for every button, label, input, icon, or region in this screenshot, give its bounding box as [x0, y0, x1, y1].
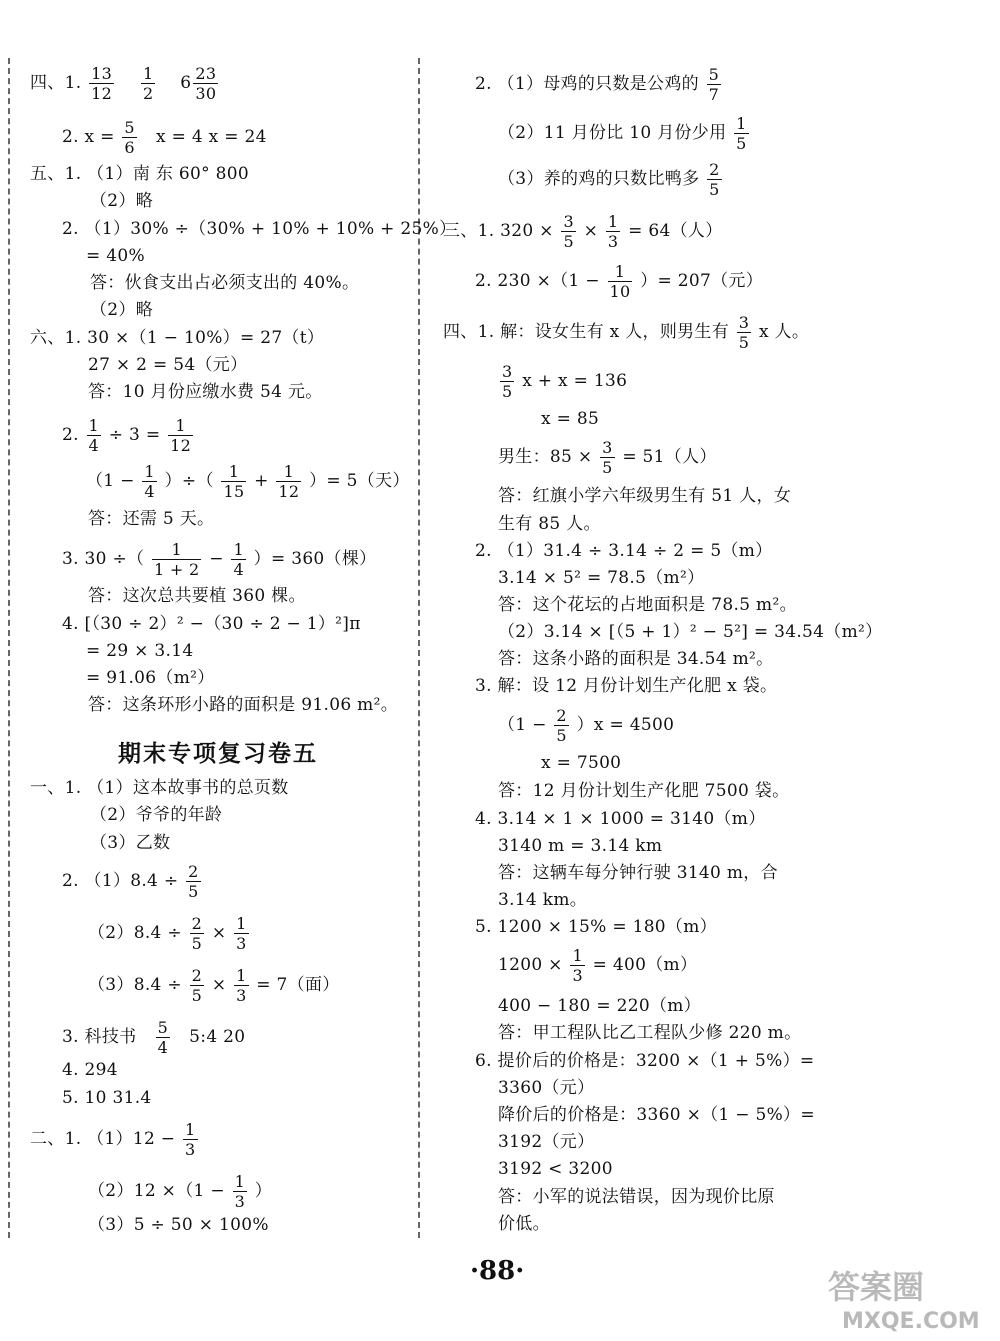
fraction [190, 966, 204, 1005]
answer-a2-3 [498, 160, 724, 199]
answer-r1-4: 4. 294 [62, 1060, 118, 1080]
answer-c4-2a: 2. （1）31.4 ÷ 3.14 ÷ 2 = 5（m） [475, 541, 773, 561]
page-number: ·88· [470, 1256, 525, 1286]
answer-r1-1b: （2）爷爷的年龄 [90, 805, 223, 825]
answer-6-4c: = 91.06（m²） [86, 668, 215, 688]
fraction-numerator: 1 [283, 462, 295, 481]
fraction-numerator: 3 [602, 438, 613, 457]
answer-c4-6d: 3192（元） [498, 1132, 595, 1152]
fraction-denominator: 3 [236, 934, 247, 953]
answer-c4-4c: 答：这辆车每分钟行驶 3140 m，合 [498, 863, 778, 883]
fraction-numerator: 1 [607, 212, 619, 231]
answer-r1-1c: （3）乙数 [90, 833, 171, 853]
fraction-numerator: 2 [191, 966, 203, 985]
answer-4-1 [30, 64, 220, 103]
fraction-denominator: 6 [124, 138, 135, 157]
text-segment: = 64（人） [628, 221, 723, 241]
text-segment: 2. （1）母鸡的只数是公鸡的 [475, 74, 699, 94]
answer-6-2c: 答：还需 5 天。 [88, 509, 215, 529]
answer-c4-3b [498, 706, 674, 745]
text-segment: x 人。 [758, 322, 810, 342]
answer-c4-6f: 答：小军的说法错误，因为现价比原 [498, 1187, 775, 1207]
fraction [87, 416, 101, 455]
answer-a2-1 [475, 65, 723, 104]
answer-c4-2c: 答：这个花坛的占地面积是 78.5 m²。 [498, 595, 797, 615]
fraction-denominator: 12 [278, 482, 300, 501]
answer-c4-6b: 3360（元） [498, 1078, 595, 1098]
fraction [89, 64, 114, 103]
answer-c4-4b: 3140 m = 3.14 km [498, 836, 663, 856]
answer-b3-1 [443, 212, 723, 251]
answer-r1-2c [88, 966, 340, 1005]
fraction-numerator: 3 [563, 212, 574, 231]
fraction [233, 1172, 247, 1211]
fraction-numerator: 3 [738, 313, 750, 332]
fraction-numerator: 1 [228, 462, 240, 481]
answer-5-1: 五、1. （1）南 东 60° 800 [30, 164, 249, 184]
fraction-denominator: 5 [738, 333, 750, 352]
fraction-numerator: 1 [572, 946, 583, 965]
fraction-numerator: 5 [157, 1018, 169, 1037]
fraction-denominator: 2 [142, 84, 154, 103]
fraction-numerator: 1 [142, 64, 154, 83]
answer-r1-3 [62, 1018, 245, 1057]
fraction-denominator: 30 [195, 84, 217, 103]
fraction-numerator: 2 [556, 706, 567, 725]
text-segment: （1 − [498, 715, 547, 735]
answer-c4-6g: 价低。 [498, 1214, 550, 1234]
text-segment: 二、1. （1）12 − [30, 1129, 176, 1149]
answer-c4-6c: 降价后的价格是：3360 ×（1 − 5%）= [498, 1105, 815, 1125]
text-segment: − [209, 549, 224, 569]
fraction-denominator: 5 [709, 180, 720, 199]
answer-c4-5b [498, 946, 697, 985]
fraction [152, 540, 201, 579]
fraction [190, 914, 204, 953]
text-segment: 2. （1）8.4 ÷ [62, 871, 179, 891]
fraction [600, 438, 614, 477]
answer-6-1c: 答：10 月份应缴水费 54 元。 [88, 382, 323, 402]
watermark-bottom-text: MXQE.COM [842, 1309, 980, 1334]
fraction [183, 1120, 197, 1159]
answer-6-2b [86, 462, 410, 501]
text-segment: ）÷（ [164, 471, 214, 491]
fraction-numerator: 1 [175, 416, 186, 435]
answer-r1-5: 5. 10 31.4 [62, 1088, 152, 1108]
fraction-denominator: 4 [144, 482, 155, 501]
text-segment: 四、1. [30, 73, 82, 93]
answer-r2-1a [30, 1120, 200, 1159]
answer-c4-6e: 3192 < 3200 [498, 1159, 613, 1179]
text-segment: x = 4 x = 24 [156, 127, 267, 147]
answer-c4-2b: 3.14 × 5² = 78.5（m²） [498, 568, 705, 588]
answer-c4-1b [498, 362, 627, 401]
fraction-numerator: 1 [236, 914, 247, 933]
fraction [554, 706, 568, 745]
answer-c4-2e: 答：这条小路的面积是 34.54 m²。 [498, 649, 774, 669]
answer-r1-2b [88, 914, 251, 953]
text-segment: （2）12 ×（1 − [88, 1181, 225, 1201]
fraction-numerator: 1 [736, 114, 747, 133]
fraction-numerator: 2 [191, 914, 203, 933]
answer-5-2c: 答：伙食支出占必须支出的 40%。 [90, 273, 360, 293]
answer-6-4a: 4. [（30 ÷ 2）² −（30 ÷ 2 − 1）²]π [62, 614, 361, 634]
watermark-top-text: 答案圈 [828, 1268, 925, 1306]
fraction-denominator: 3 [185, 1140, 196, 1159]
answer-b3-2 [475, 262, 763, 301]
answer-c4-1e: 答：红旗小学六年级男生有 51 人，女 [498, 486, 792, 506]
answer-c4-2d: （2）3.14 × [（5 + 1）² − 5²] = 34.54（m²） [498, 622, 883, 642]
answer-a2-2 [498, 114, 751, 153]
fraction-denominator: 7 [708, 85, 720, 104]
text-segment: × [583, 221, 599, 241]
text-segment: （3）8.4 ÷ [88, 975, 182, 995]
answer-4-2 [62, 118, 267, 157]
text-segment: 男生：85 × [498, 447, 593, 467]
fraction-denominator: 5 [563, 232, 574, 251]
fraction-numerator: 2 [188, 862, 199, 881]
fraction-numerator: 1 [233, 540, 244, 559]
fraction-denominator: 3 [572, 966, 583, 985]
fraction [561, 212, 575, 251]
fraction-numerator: 1 [185, 1120, 196, 1139]
fraction-numerator: 5 [708, 65, 720, 84]
answer-c4-1d [498, 438, 717, 477]
text-segment: 5:4 20 [189, 1027, 246, 1047]
answer-6-3a [62, 540, 376, 579]
fraction-denominator: 3 [234, 1192, 246, 1211]
answer-c4-3a: 3. 解：设 12 月份计划生产化肥 x 袋。 [475, 676, 778, 696]
answer-5-2a: 2. （1）30% ÷（30% + 10% + 10% + 25%） [62, 219, 457, 239]
fraction-numerator: 1 [171, 540, 182, 559]
fraction-denominator: 4 [88, 436, 100, 455]
text-segment: 2. x = [62, 127, 115, 147]
fraction [141, 64, 155, 103]
answer-6-4d: 答：这条环形小路的面积是 91.06 m²。 [88, 695, 399, 715]
answer-r2-1c: （3）5 ÷ 50 × 100% [88, 1215, 269, 1235]
answer-r2-1b [88, 1172, 272, 1211]
fraction [186, 862, 200, 901]
fraction-denominator: 5 [602, 458, 613, 477]
fraction-denominator: 5 [188, 882, 199, 901]
fraction [737, 313, 751, 352]
text-segment: = 7（面） [256, 975, 340, 995]
text-segment: 6 [180, 73, 192, 93]
fraction [193, 64, 218, 103]
fraction [608, 262, 633, 301]
fraction-denominator: 3 [236, 986, 247, 1005]
fraction-numerator: 2 [709, 160, 720, 179]
text-segment: ） [254, 1181, 273, 1201]
fraction [500, 362, 514, 401]
answer-c4-6a: 6. 提价后的价格是：3200 ×（1 + 5%）= [475, 1051, 815, 1071]
fraction [234, 914, 248, 953]
answer-6-2a [62, 416, 195, 455]
fraction [168, 416, 193, 455]
text-segment: × [211, 975, 227, 995]
answer-5-2b: = 40% [86, 246, 145, 266]
fraction-denominator: 1 + 2 [154, 560, 200, 579]
fraction-denominator: 4 [233, 560, 244, 579]
fraction [231, 540, 245, 579]
text-segment: × [211, 923, 227, 943]
text-segment: （2）11 月份比 10 月份少用 [498, 123, 727, 143]
answer-6-3b: 答：这次总共要植 360 棵。 [88, 586, 306, 606]
text-segment: x + x = 136 [522, 371, 628, 391]
text-segment: ÷ 3 = [108, 425, 161, 445]
left-margin-rule [8, 58, 10, 1238]
fraction-denominator: 5 [191, 986, 203, 1005]
fraction [606, 212, 620, 251]
fraction [221, 462, 246, 501]
text-segment: （1 − [86, 471, 135, 491]
text-segment: ）x = 4500 [576, 715, 675, 735]
answer-c4-1a [443, 313, 809, 352]
fraction [142, 462, 156, 501]
answer-c4-1c: x = 85 [541, 409, 600, 429]
text-segment: ）= 360（棵） [253, 549, 377, 569]
fraction-denominator: 5 [736, 134, 747, 153]
answer-c4-4d: 3.14 km。 [498, 890, 588, 910]
answer-c4-5d: 答：甲工程队比乙工程队少修 220 m。 [498, 1023, 802, 1043]
fraction [122, 118, 136, 157]
answer-5-1b: （2）略 [90, 191, 154, 211]
fraction [707, 65, 721, 104]
text-segment: （3）养的鸡的只数比鸭多 [498, 169, 700, 189]
fraction-denominator: 4 [157, 1038, 169, 1057]
text-segment: 2. [62, 425, 79, 445]
fraction [234, 966, 248, 1005]
fraction-numerator: 3 [502, 362, 513, 381]
fraction [276, 462, 301, 501]
answer-c4-3d: 答：12 月份计划生产化肥 7500 袋。 [498, 781, 790, 801]
fraction-denominator: 12 [170, 436, 192, 455]
fraction-denominator: 15 [223, 482, 245, 501]
answer-6-1a: 六、1. 30 ×（1 − 10%）= 27（t） [30, 328, 325, 348]
text-segment: （2）8.4 ÷ [88, 923, 182, 943]
fraction-denominator: 5 [191, 934, 203, 953]
fraction-numerator: 1 [234, 1172, 246, 1191]
text-segment: + [254, 471, 269, 491]
answer-r1-1a: 一、1. （1）这本故事书的总页数 [30, 778, 289, 798]
fraction-denominator: 5 [556, 726, 567, 745]
answer-c4-5c: 400 − 180 = 220（m） [498, 996, 701, 1016]
text-segment: = 400（m） [592, 955, 698, 975]
fraction [707, 160, 721, 199]
answer-c4-4a: 4. 3.14 × 1 × 1000 = 3140（m） [475, 809, 766, 829]
fraction-numerator: 1 [88, 416, 100, 435]
text-segment: 四、1. 解：设女生有 x 人，则男生有 [443, 322, 730, 342]
fraction-numerator: 13 [91, 64, 113, 83]
watermark-logo [822, 1262, 990, 1334]
answer-c4-5a: 5. 1200 × 15% = 180（m） [475, 917, 717, 937]
fraction-denominator: 10 [609, 282, 631, 301]
fraction [570, 946, 584, 985]
answer-c4-3c: x = 7500 [541, 753, 622, 773]
answer-c4-1f: 生有 85 人。 [498, 514, 601, 534]
answer-6-4b: = 29 × 3.14 [86, 641, 194, 661]
text-segment: ）= 5（天） [309, 471, 410, 491]
answer-5-2d: （2）略 [90, 300, 154, 320]
fraction-numerator: 5 [124, 118, 135, 137]
fraction-denominator: 12 [91, 84, 113, 103]
text-segment: 3. 科技书 [62, 1027, 137, 1047]
fraction-numerator: 1 [614, 262, 626, 281]
text-segment: 3. 30 ÷（ [62, 549, 145, 569]
fraction-denominator: 3 [607, 232, 619, 251]
fraction-numerator: 1 [144, 462, 155, 481]
fraction-numerator: 23 [195, 64, 217, 83]
fraction [156, 1018, 170, 1057]
text-segment: = 51（人） [622, 447, 717, 467]
fraction [734, 114, 748, 153]
fraction-numerator: 1 [236, 966, 247, 985]
text-segment: ）= 207（元） [640, 271, 763, 291]
answer-6-1b: 27 × 2 = 54（元） [88, 355, 248, 375]
answer-r1-2a [62, 862, 203, 901]
fraction-denominator: 5 [502, 382, 513, 401]
text-segment: 1200 × [498, 955, 563, 975]
section-title: 期末专项复习卷五 [118, 741, 318, 767]
text-segment: 2. 230 ×（1 − [475, 271, 600, 291]
text-segment: 三、1. 320 × [443, 221, 554, 241]
